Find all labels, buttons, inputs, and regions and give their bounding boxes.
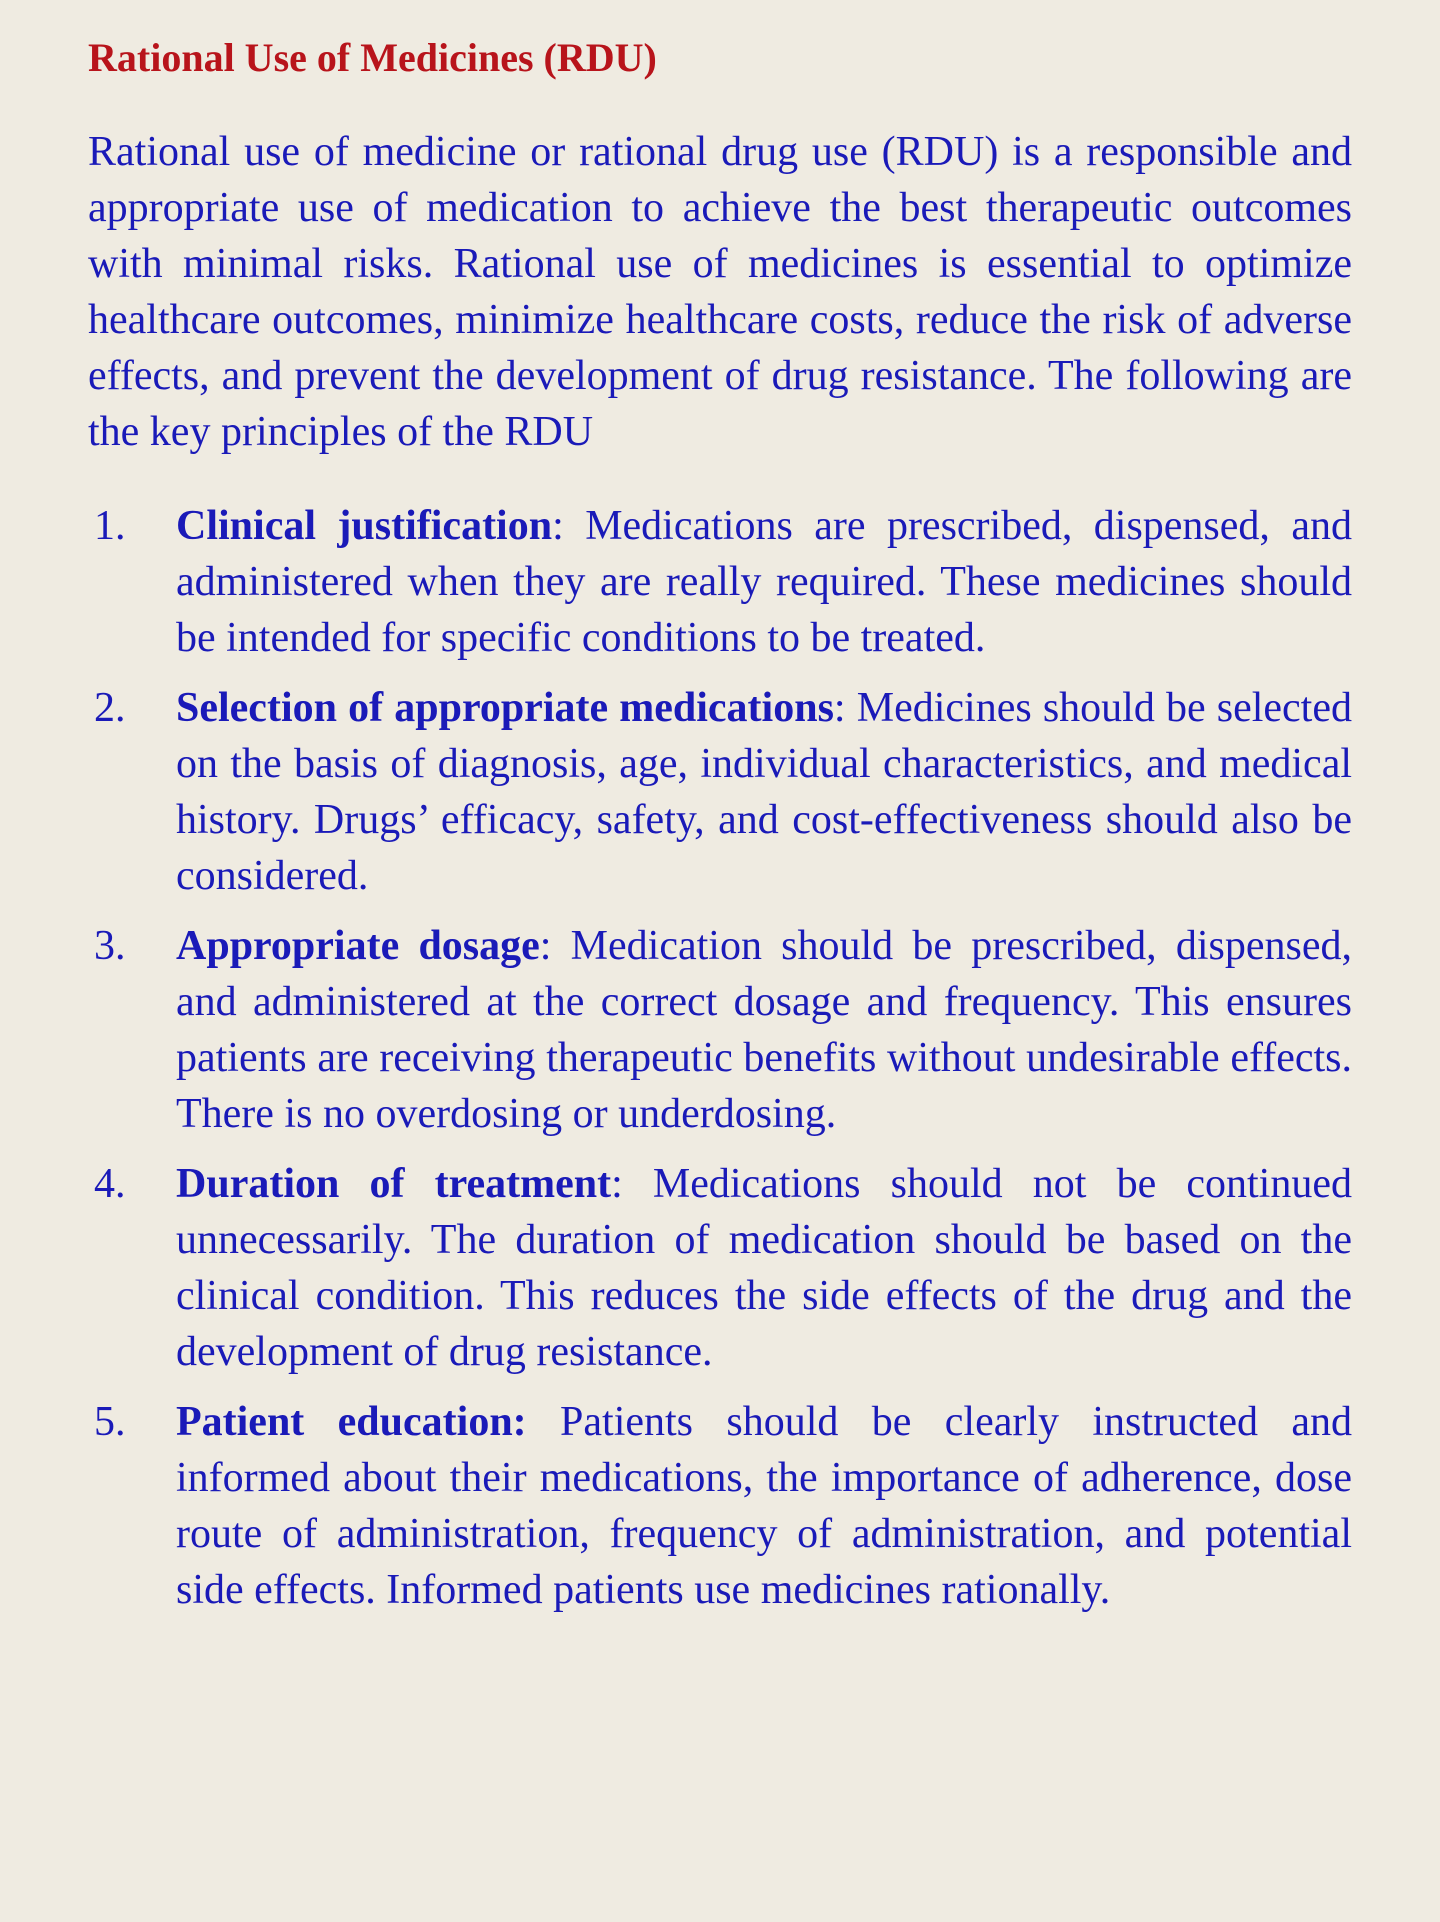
principle-term: Clinical justification [176,503,553,549]
principle-number: 2. [94,685,126,731]
principle-number: 5. [94,1399,126,1445]
principle-term: Selection of appropriate medications [176,685,834,731]
principle-item-1 [88,498,1352,666]
principles-list [88,498,1352,1618]
document-title: Rational Use of Medicines (RDU) [88,35,657,80]
principle-text: Patients should be clearly instructed and informed about their medications, the importance of adherence, dose route of administration, frequency of administration, and potential side effects. Informed patients use medicines rationally. [176,1399,1353,1613]
principle-number: 4. [94,1161,126,1207]
principle-body [176,918,1352,1142]
principle-text: Medications are prescribed, dispensed, and administered when they are really required. These medicines should be intended for specific conditions to be treated. [176,503,1352,661]
principle-body [176,498,1352,666]
principle-number: 3. [94,923,126,969]
principle-separator: : [833,685,846,731]
principle-separator: : [611,1161,623,1207]
principle-item-3 [88,918,1352,1142]
principle-text: Medication should be prescribed, dispensed, and administered at the correct dosage and frequency. This ensures patients are receiving therapeutic benefits without undesirable effects. There is no overdosing or underdosing. [176,923,1353,1137]
principle-term: Duration of treatment [176,1161,612,1207]
principle-text: Medicines should be selected on the basis of diagnosis, age, individual characteristics, and medical history. Drugs’ efficacy, safety, and cost-effectiveness should also be considered. [176,685,1352,899]
principle-separator: : [539,923,552,969]
principle-item-5 [88,1394,1352,1618]
principle-body [176,1394,1352,1618]
principle-body [176,680,1352,904]
intro-paragraph: Rational use of medicine or rational drug use (RDU) is a responsible and appropriate use of medication to achieve the best therapeutic outcomes with minimal risks. Rational use of medicines is essential to optimize healthcare outcomes, minimize healthcare costs, reduce the risk of adverse effects, and prevent the development of drug resistance. The following are the key principles of the RDU [88,129,1352,455]
principle-term: Appropriate dosage [176,923,540,969]
principle-body [176,1156,1352,1380]
principle-item-2 [88,680,1352,904]
principle-item-4 [88,1156,1352,1380]
principle-term: Patient education: [176,1399,527,1445]
principle-number: 1. [94,503,126,549]
principle-separator: : [552,503,564,549]
principle-text: Medications should not be continued unnecessarily. The duration of medication should be based on the clinical condition. This reduces the side effects of the drug and the development of drug resistance. [176,1161,1352,1375]
